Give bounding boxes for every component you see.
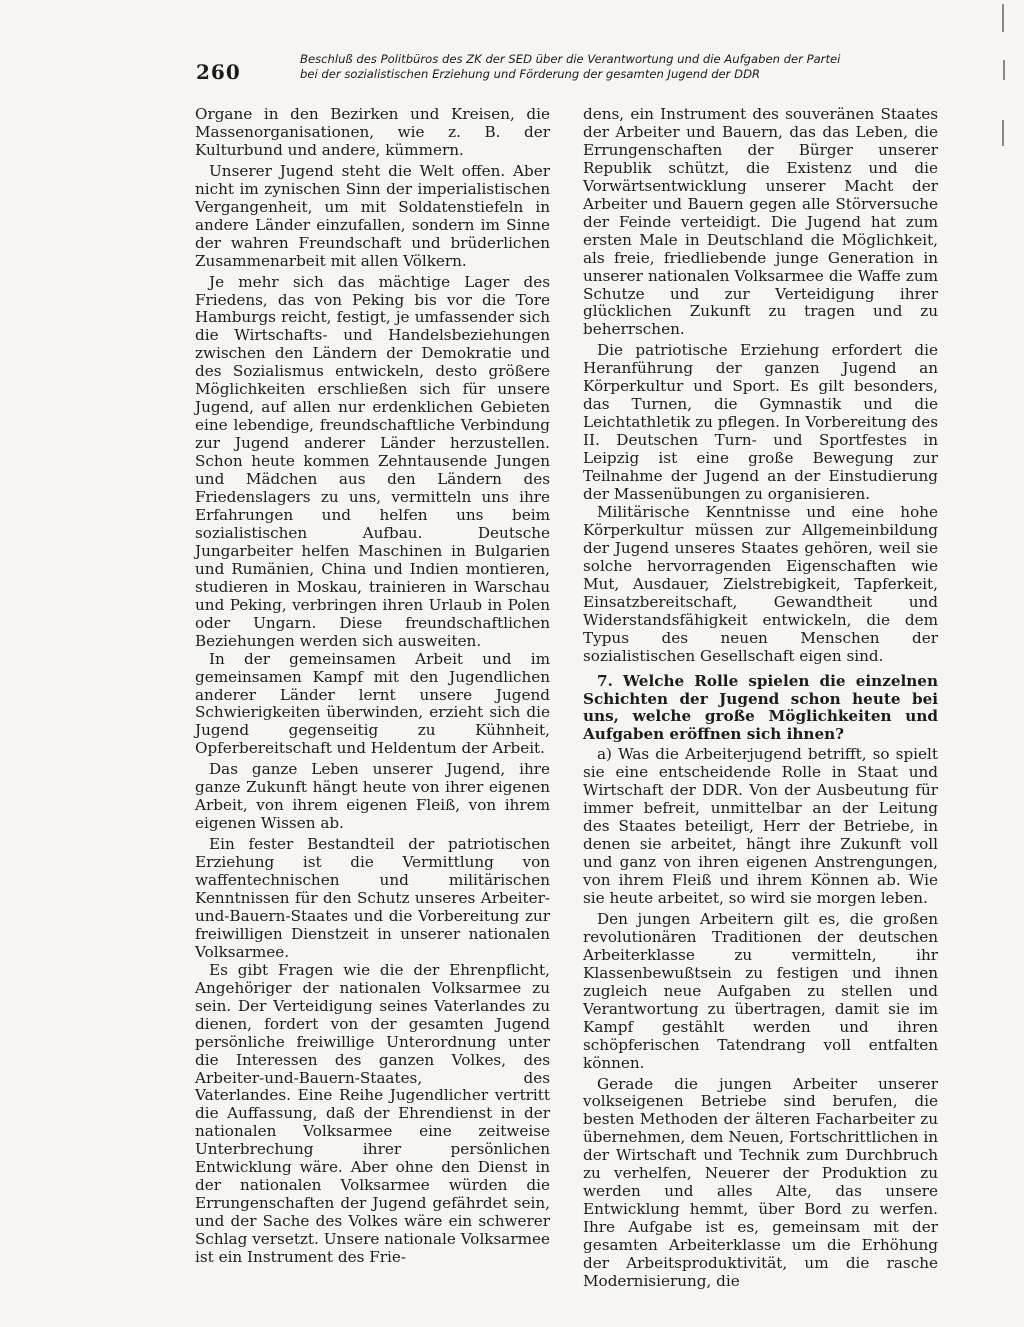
paragraph: Ein fester Bestandteil der patriotischen Erziehung ist die Vermittlung von waffentechnischen und militärischen Kenntnissen für den Schutz unseres Arbeiter-und-Bauern-Staates und die Vorbereitung zur freiwilligen Dienstzeit in unserer nationalen Volksarmee. (195, 835, 550, 961)
paragraph: Militärische Kenntnisse und eine hohe Körperkultur müssen zur Allgemeinbildung der Jugend unseres Staates gehören, weil sie solche hervorragenden Eigenschaften wie Mut, Ausdauer, Zielstrebigkeit, Tapferkeit, Einsatzbereitschaft, Gewandtheit und Widerstandsfähigkeit entwickeln, die dem Typus des neuen Menschen der sozialistischen Gesellschaft eigen sind. (583, 502, 938, 665)
running-head-line-2: bei der sozialistischen Erziehung und Förderung der gesamten Jugend der DDR (300, 67, 761, 81)
running-head-line-1: Beschluß des Politbüros des ZK der SED über die Verantwortung und die Aufgaben der Partei (300, 52, 841, 66)
paragraph: Je mehr sich das mächtige Lager des Friedens, das von Peking bis vor die Tore Hamburgs reicht, festigt, je umfassender sich die Wirtschafts- und Handelsbeziehungen zwischen den Ländern der Demokratie und des Sozialismus entwickeln, desto größere Möglichkeiten erschließen sich für unsere Jugend, auf allen nur erdenklichen Gebieten eine lebendige, freundschaftliche Verbindung zur Jugend anderer Länder herzustellen. Schon heute kommen Zehntausende Jungen und Mädchen aus den Ländern des Friedenslagers zu uns, vermitteln uns ihre Erfahrungen und helfen uns beim sozialistischen Aufbau. Deutsche Jungarbeiter helfen Maschinen in Bulgarien und Rumänien, China und Indien montieren, studieren in Moskau, trainieren in Warschau und Peking, verbringen ihren Urlaub in Polen oder Ungarn. Diese freundschaftlichen Beziehungen werden sich ausweiten. (195, 272, 550, 650)
paragraph: dens, ein Instrument des souveränen Staates der Arbeiter und Bauern, das das Leben, die Errungenschaften der Bürger unserer Republik schützt, die Existenz und die Vorwärtsentwicklung unserer Macht der Arbeiter und Bauern gegen alle Störversuche der Feinde verteidigt. Die Jugend hat zum ersten Male in Deutschland die Möglichkeit, als freie, friedliebende junge Generation in unserer nationalen Volksarmee die Waffe zum Schutze und zur Verteidigung ihrer glücklichen Zukunft zu tragen und zu beherrschen. (583, 105, 938, 339)
paragraph: Die patriotische Erziehung erfordert die Heranführung der ganzen Jugend an Körperkultur und Sport. Es gilt besonders, das Turnen, die Gymnastik und die Leichtathletik zu pflegen. In Vorbereitung des II. Deutschen Turn- und Sportfestes in Leipzig ist eine große Bewegung zur Teilnahme der Jugend an der Einstudierung der Massenübungen zu organisieren. (583, 341, 938, 504)
page-edge-mark (1002, 0, 1006, 160)
paragraph: a) Was die Arbeiterjugend betrifft, so spielt sie eine entscheidende Rolle in Staat und Wirtschaft der DDR. Von der Ausbeutung für immer befreit, unmittelbar an der Leitung des Staates beteiligt, Herr der Betriebe, in denen sie arbeitet, hängt ihre Zukunft voll und ganz von ihren eigenen Anstrengungen, von ihrem Fleiß und ihrem Können ab. Wie sie heute arbeitet, so wird sie morgen leben. (583, 745, 938, 907)
paragraph: Den jungen Arbeitern gilt es, die großen revolutionären Traditionen der deutschen Arbeiterklasse zu vermitteln, ihr Klassenbewußtsein zu festigen und ihnen zugleich neue Aufgaben zu stellen und Verantwortung zu übertragen, damit sie im Kampf gestählt werden und ihren schöpferischen Tatendrang voll entfalten können. (583, 909, 938, 1072)
paragraph: In der gemeinsamen Arbeit und im gemeinsamen Kampf mit den Jugendlichen anderer Länder lernt unsere Jugend Schwierigkeiten überwinden, erzieht sich die Jugend gegenseitig zu Kühnheit, Opferbereitschaft und Heldentum der Arbeit. (195, 649, 550, 758)
paragraph: Unserer Jugend steht die Welt offen. Aber nicht im zynischen Sinn der imperialistischen Vergangenheit, um mit Soldatenstiefeln in andere Länder einzufallen, sondern im Sinne der wahren Freundschaft und brüderlichen Zusammenarbeit mit allen Völkern. (195, 161, 550, 270)
paragraph: Das ganze Leben unserer Jugend, ihre ganze Zukunft hängt heute von ihrer eigenen Arbeit, von ihrem eigenen Fleiß, von ihrem eigenen Wissen ab. (195, 760, 550, 833)
section-heading: 7. Welche Rolle spielen die einzelnen Schichten der Jugend schon heute bei uns, welche große Möglichkeiten und Aufgaben eröffnen sich ihnen? (583, 671, 938, 744)
paragraph: Es gibt Fragen wie die der Ehrenpflicht, Angehöriger der nationalen Volksarmee zu sein. Der Verteidigung seines Vaterlandes zu dienen, fordert von der gesamten Jugend persönliche freiwillige Unterordnung unter die Interessen des ganzen Volkes, des Arbeiter-und-Bauern-Staates, des Vaterlandes. Eine Reihe Jugendlicher vertritt die Auffassung, daß der Ehrendienst in der nationalen Volksarmee eine zeitweise Unterbrechung ihrer persönlichen Entwicklung wäre. Aber ohne den Dienst in der nationalen Volksarmee würden die Errungenschaften der Jugend gefährdet sein, und der Sache des Volkes wäre ein schwerer Schlag versetzt. Unsere nationale Volksarmee ist ein Instrument des Frie- (195, 960, 550, 1267)
paragraph: Organe in den Bezirken und Kreisen, die Massenorganisationen, wie z. B. der Kulturbund und andere, kümmern. (195, 105, 550, 159)
right-column (583, 106, 938, 1291)
page-number: 260 (196, 60, 241, 84)
left-column (195, 106, 550, 1267)
running-head (300, 52, 950, 82)
paragraph: Gerade die jungen Arbeiter unserer volkseigenen Betriebe sind berufen, die besten Methoden der älteren Facharbeiter zu übernehmen, dem Neuen, Fortschrittlichen in der Wirtschaft und Technik zum Durchbruch zu verhelfen, Neuerer der Produktion zu werden und alles Alte, das unsere Entwicklung hemmt, über Bord zu werfen. Ihre Aufgabe ist es, gemeinsam mit der gesamten Arbeiterklasse um die Erhöhung der Arbeitsproduktivität, um die rasche Modernisierung, die (583, 1074, 938, 1290)
